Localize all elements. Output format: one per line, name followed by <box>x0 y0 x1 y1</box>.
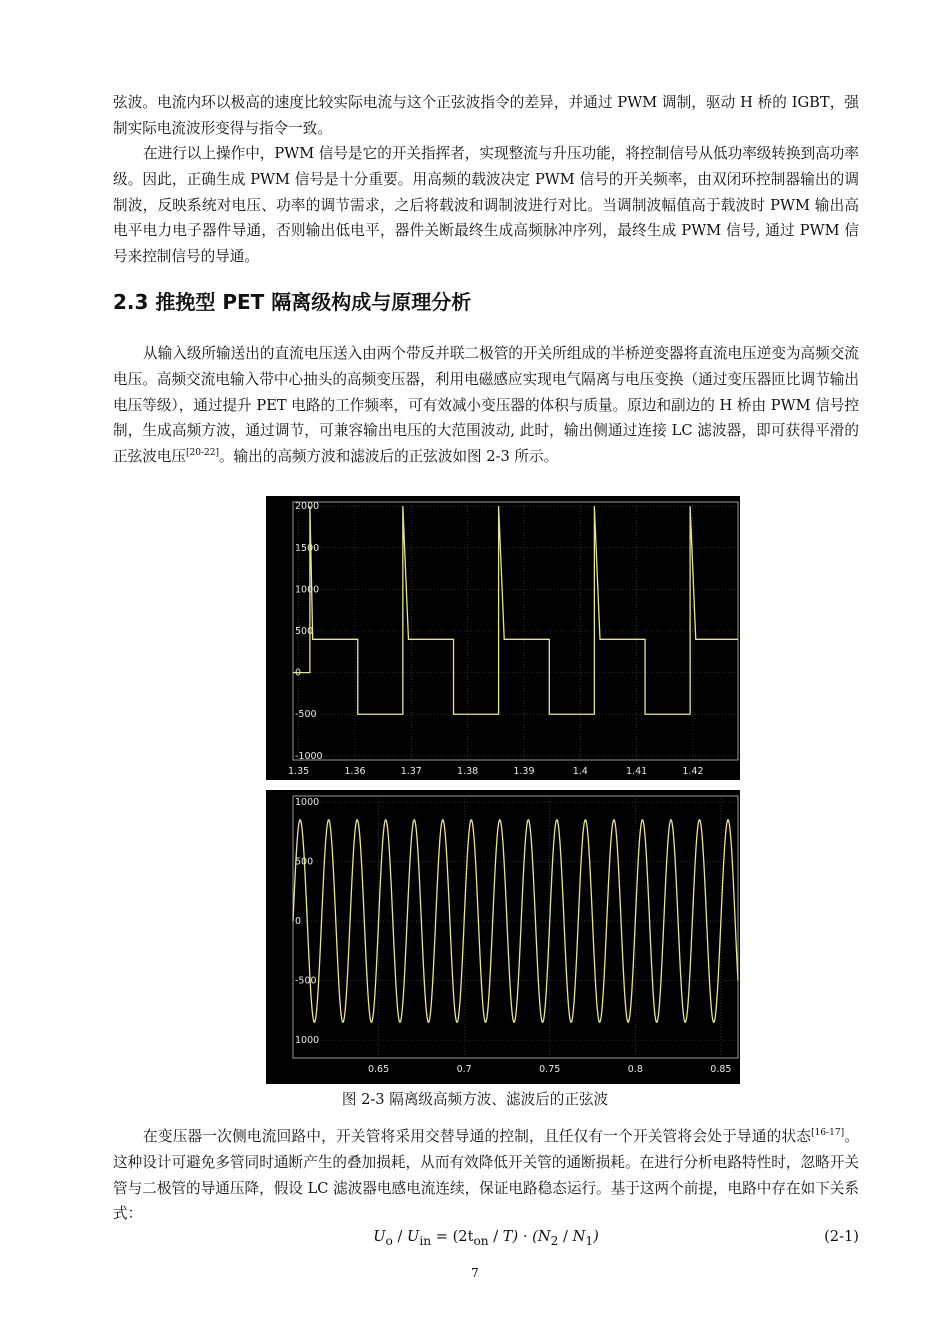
x-tick-label: 0.7 <box>456 1064 472 1075</box>
y-tick-label: 0 <box>295 916 302 928</box>
paragraph-3 <box>113 341 859 470</box>
y-tick-label: 500 <box>295 856 314 868</box>
y-tick-label: 1000 <box>295 584 320 596</box>
paragraph-2: 在进行以上操作中，PWM 信号是它的开关指挥者，实现整流与升压功能，将控制信号从低功率级转换到高功率级。因此，正确生成 PWM 信号是十分重要。用高频的载波决定 PWM 信号的开关频率，由双闭环控制器输出的调制波，反映系统对电压、功率的调节需求，之后将载波和调制波进行对比。当调制波幅值高于载波时 PWM 输出高电平电力电子器件导通，否则输出低电平，器件关断最终生成高频脉冲序列，最终生成 PWM 信号, 通过 PWM 信号来控制信号的导通。 <box>113 145 859 266</box>
x-tick-label: 1.37 <box>400 766 422 777</box>
square-wave-scope <box>266 496 740 780</box>
paragraph-3-text: 从输入级所输送出的直流电压送入由两个带反并联二极管的开关所组成的半桥逆变器将直流电压逆变为高频交流电压。高频交流电输入带中心抽头的高频变压器，利用电磁感应实现电气隔离与电压变换（通过变压器匝比调节输出电压等级），通过提升 PET 电路的工作频率，可有效减小变压器的体积与质量。原边和副边的 H 桥由 PWM 信号控制，生成高频方波，通过调节，可兼容输出电压的大范围波动, 此时，输出侧通过连接 LC 滤波器，即可获得平滑的正弦波电压 <box>113 345 859 466</box>
x-tick-label: 0.65 <box>367 1064 390 1075</box>
x-tick-label: 1.35 <box>288 766 310 777</box>
y-tick-label: 0 <box>295 667 302 679</box>
x-tick-label: 1.36 <box>344 766 366 777</box>
equation-number: (2-1) <box>824 1228 859 1245</box>
paragraph-3-tail: 。输出的高频方波和滤波后的正弦波如图 2-3 所示。 <box>218 448 559 466</box>
equation-body: $U_o / U_{in} = (2t_{on} / T) \cdot (N_2 / N_1)$ <box>373 1228 599 1248</box>
citation-16-17: [16-17] <box>811 1128 845 1139</box>
x-tick-label: 1.41 <box>626 766 648 777</box>
paragraph-4 <box>113 1124 859 1227</box>
paragraph-4-text: 在变压器一次侧电流回路中，开关管将采用交替导通的控制，且任仅有一个开关管将会处于导通的状态 <box>143 1128 812 1145</box>
y-tick-label: 1500 <box>295 542 320 554</box>
y-tick-label: -500 <box>295 975 317 987</box>
y-tick-label: 500 <box>295 626 314 637</box>
waveform-line-0 <box>293 506 738 714</box>
x-tick-label: 0.8 <box>627 1064 643 1075</box>
x-tick-label: 0.85 <box>710 1064 732 1075</box>
x-tick-label: 0.75 <box>539 1064 561 1075</box>
y-tick-label: 1000 <box>295 1035 320 1047</box>
figure-caption: 图 2-3 隔离级高频方波、滤波后的正弦波 <box>341 1091 609 1108</box>
sine-wave-chart <box>266 790 740 1084</box>
x-tick-label: 1.38 <box>457 766 479 777</box>
equation-2-1 <box>113 1225 859 1249</box>
sine-wave-scope <box>266 790 740 1084</box>
y-tick-label: -1000 <box>295 750 323 762</box>
y-tick-label: 1000 <box>295 796 320 808</box>
x-tick-label: 1.42 <box>682 766 704 777</box>
section-heading: 2.3 推挽型 PET 隔离级构成与原理分析 <box>113 290 472 314</box>
page-number: 7 <box>471 1266 479 1280</box>
citation-20-22: [20-22] <box>185 448 219 459</box>
square-wave-chart <box>266 496 740 780</box>
y-tick-label: -500 <box>295 709 317 721</box>
x-tick-label: 1.4 <box>572 766 588 777</box>
paragraph-4-tail: 。这种设计可避免多管同时通断产生的叠加损耗，从而有效降低开关管的通断损耗。在进行分析电路特性时，忽略开关管与二极管的导通压降，假设 LC 滤波器电感电流连续，保证电路稳态运行。基于这两个前提，电路中存在如下关系式： <box>113 1128 859 1223</box>
paragraph-1: 弦波。电流内环以极高的速度比较实际电流与这个正弦波指令的差异，并通过 PWM 调制，驱动 H 桥的 IGBT，强制实际电流波形变得与指令一致。 <box>113 94 859 137</box>
y-tick-label: 2000 <box>295 501 320 513</box>
x-tick-label: 1.39 <box>513 766 535 777</box>
